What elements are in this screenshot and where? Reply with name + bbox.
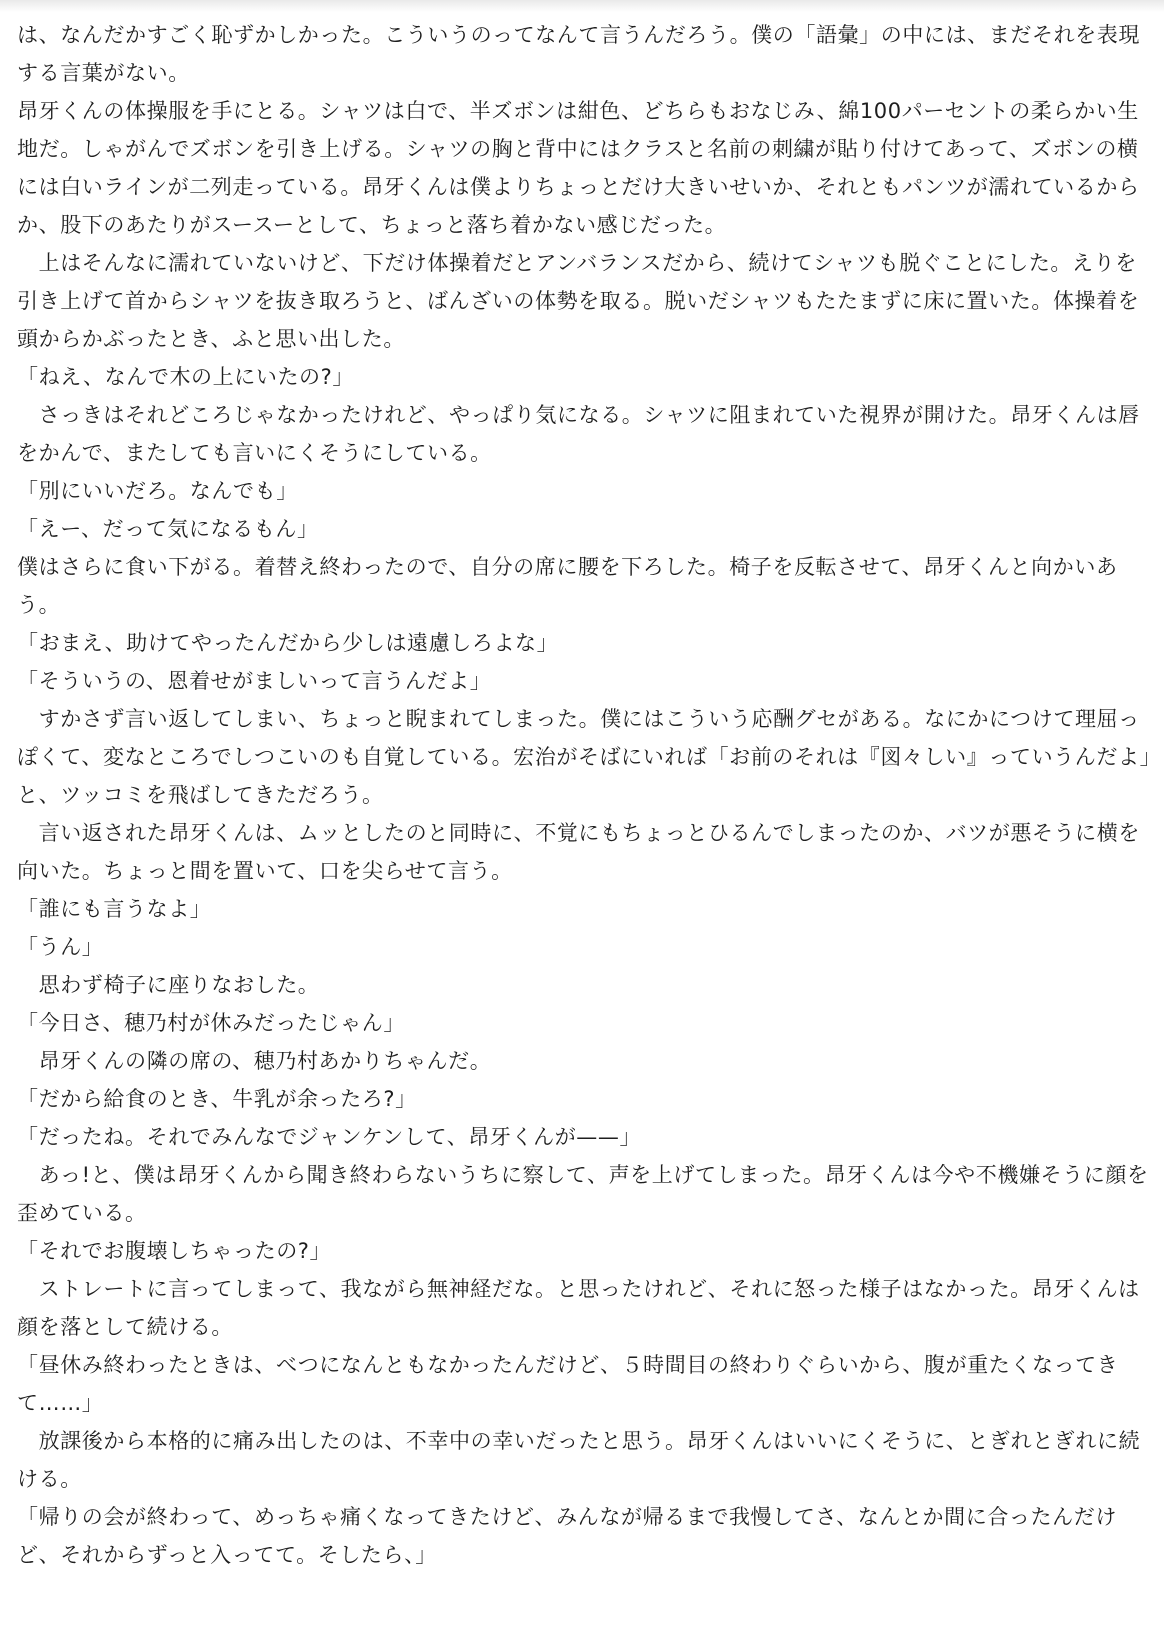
dialogue-line: 「別にいいだろ。なんでも」 <box>17 479 298 503</box>
dialogue-line: 「それでお腹壊しちゃったの?」 <box>17 1239 332 1263</box>
paragraph: 昂牙くんの体操服を手にとる。シャツは白で、半ズボンは紺色、どちらもおなじみ、綿100パーセントの柔らかい生地だ。しゃがんでズボンを引き上げる。シャツの胸と背中にはクラスと名前の刺繍が貼り付けてあって、ズボンの横には白いラインが二列走っている。昂牙くんは僕よりちょっとだけ大きいせいか、それともパンツが濡れているからか、股下のあたりがスースーとして、ちょっと落ち着かない感じだった。 <box>17 99 1140 237</box>
paragraph: ストレートに言ってしまって、我ながら無神経だな。と思ったけれど、それに怒った様子はなかった。昂牙くんは顔を落として続ける。 <box>17 1277 1140 1339</box>
paragraph: 上はそんなに濡れていないけど、下だけ体操着だとアンバランスだから、続けてシャツも脱ぐことにした。えりを引き上げて首からシャツを抜き取ろうと、ばんざいの体勢を取る。脱いだシャツもたたまずに床に置いた。体操着を頭からかぶったとき、ふと思い出した。 <box>17 251 1140 351</box>
dialogue-line: 「帰りの会が終わって、めっちゃ痛くなってきたけど、みんなが帰るまで我慢してさ、なんとか間に合ったんだけど、それからずっと入ってて。そしたら、」 <box>17 1505 1117 1567</box>
paragraph: あっ!と、僕は昂牙くんから聞き終わらないうちに察して、声を上げてしまった。昂牙くんは今や不機嫌そうに顔を歪めている。 <box>17 1163 1149 1225</box>
paragraph: すかさず言い返してしまい、ちょっと睨まれてしまった。僕にはこういう応酬グセがある。なにかにつけて理屈っぽくて、変なところでしつこいのも自覚している。宏治がそばにいれば「お前のそれは『図々しい』っていうんだよ」と、ツッコミを飛ばしてきただろう。 <box>17 707 1151 807</box>
top-edge-shadow <box>0 0 1164 12</box>
dialogue-line: 「うん」 <box>17 935 104 959</box>
paragraph: 言い返された昂牙くんは、ムッとしたのと同時に、不覚にもちょっとひるんでしまったのか、バツが悪そうに横を向いた。ちょっと間を置いて、口を尖らせて言う。 <box>17 821 1140 883</box>
paragraph: さっきはそれどころじゃなかったけれど、やっぱり気になる。シャツに阻まれていた視界が開けた。昂牙くんは唇をかんで、またしても言いにくそうにしている。 <box>17 403 1140 465</box>
paragraph: は、なんだかすごく恥ずかしかった。こういうのってなんて言うんだろう。僕の「語彙」の中には、まだそれを表現する言葉がない。 <box>17 23 1140 85</box>
story-text <box>17 16 1152 1574</box>
dialogue-line: 「ねえ、なんで木の上にいたの?」 <box>17 365 355 389</box>
dialogue-line: 「だから給食のとき、牛乳が余ったろ?」 <box>17 1087 417 1111</box>
dialogue-line: 「昼休み終わったときは、べつになんともなかったんだけど、５時間目の終わりぐらいから、腹が重たくなってきて……」 <box>17 1353 1119 1415</box>
dialogue-line: 「今日さ、穂乃村が休みだったじゃん」 <box>17 1011 405 1035</box>
paragraph: 昂牙くんの隣の席の、穂乃村あかりちゃんだ。 <box>17 1049 492 1073</box>
dialogue-line: 「えー、だって気になるもん」 <box>17 517 319 541</box>
dialogue-line: 「おまえ、助けてやったんだから少しは遠慮しろよな」 <box>17 631 559 655</box>
paragraph: 放課後から本格的に痛み出したのは、不幸中の幸いだったと思う。昂牙くんはいいにくそうに、とぎれとぎれに続ける。 <box>17 1429 1141 1491</box>
paragraph: 思わず椅子に座りなおした。 <box>17 973 320 997</box>
dialogue-line: 「だったね。それでみんなでジャンケンして、昂牙くんが——」 <box>17 1125 642 1149</box>
dialogue-line: 「誰にも言うなよ」 <box>17 897 212 921</box>
dialogue-line: 「そういうの、恩着せがましいって言うんだよ」 <box>17 669 492 693</box>
paragraph: 僕はさらに食い下がる。着替え終わったので、自分の席に腰を下ろした。椅子を反転させて、昂牙くんと向かいあう。 <box>17 555 1118 617</box>
